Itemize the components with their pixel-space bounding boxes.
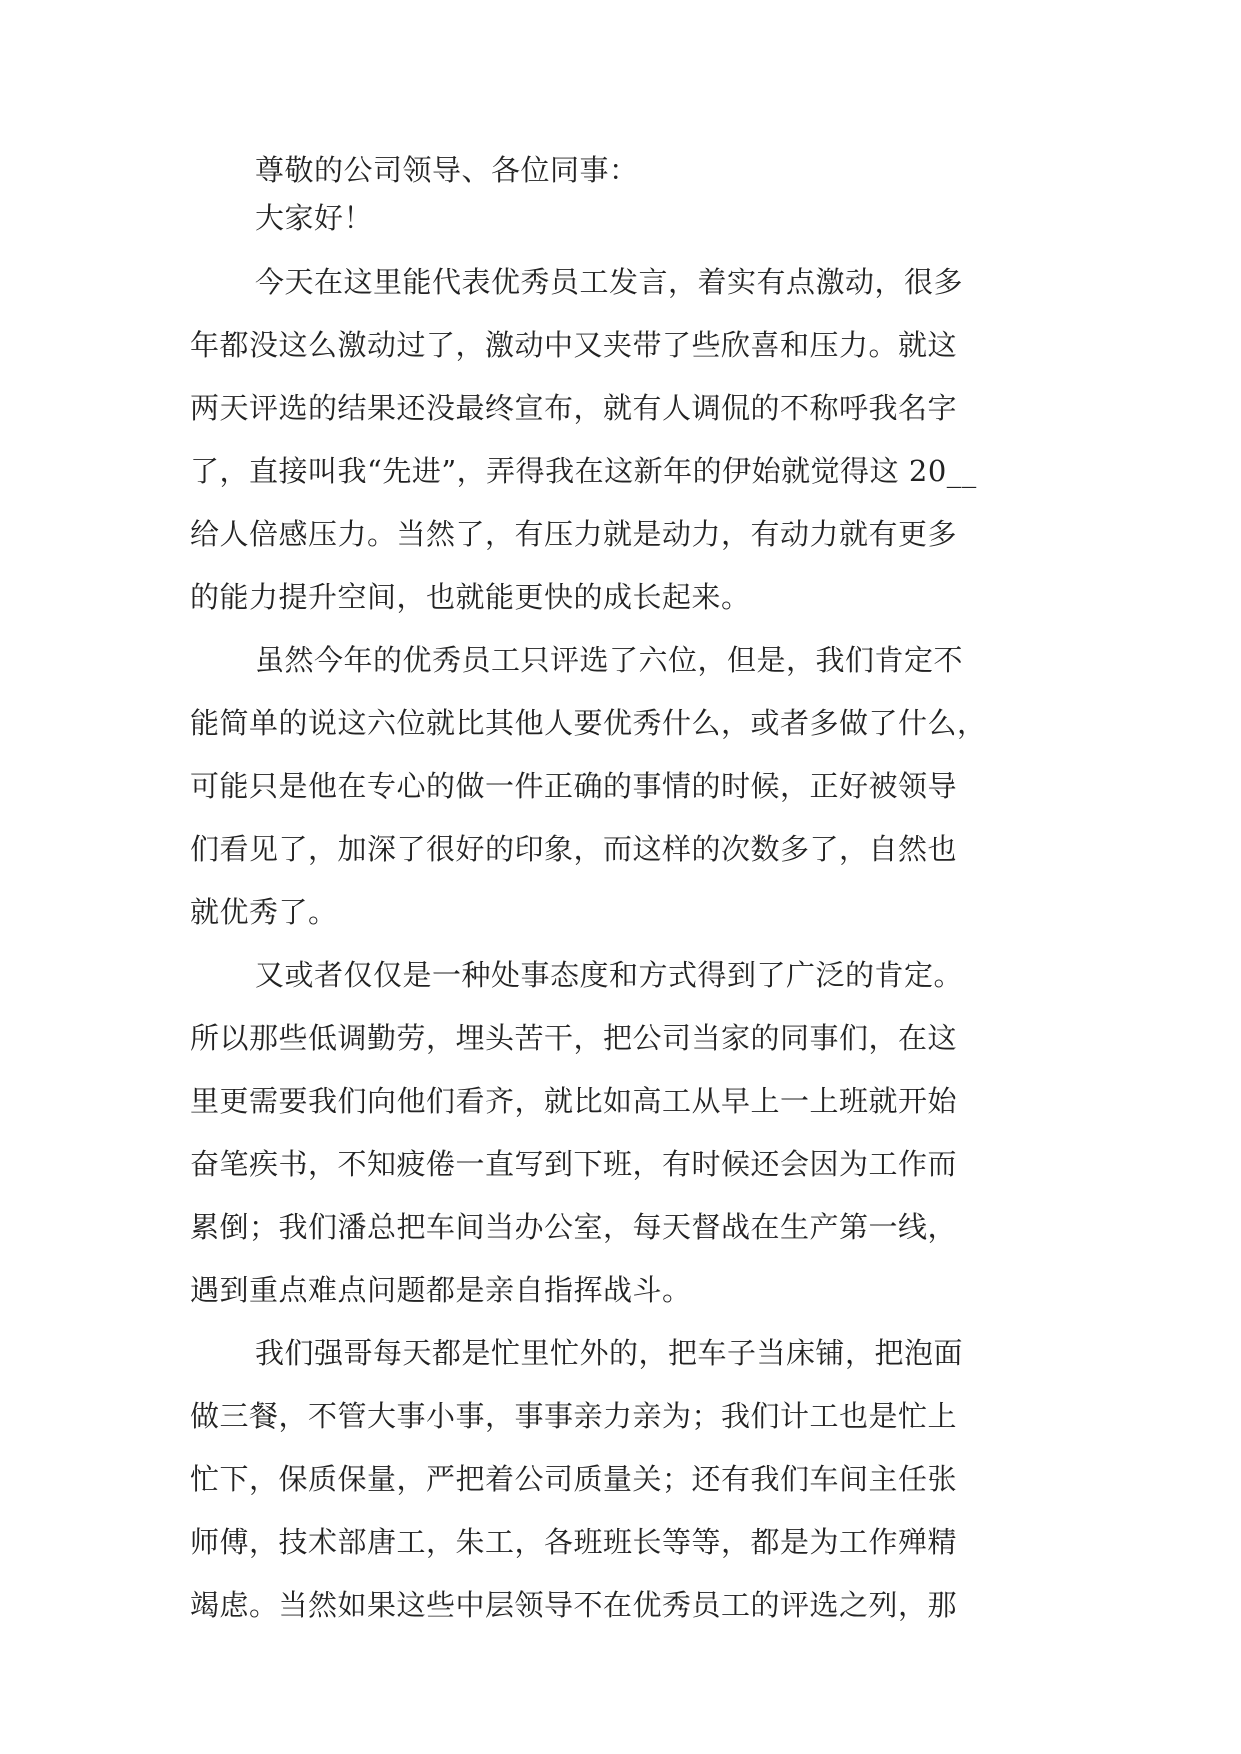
- paragraph-3-line-6: 遇到重点难点问题都是亲自指挥战斗。: [190, 1273, 692, 1307]
- paragraph-4-line-1: 我们强哥每天都是忙里忙外的，把车子当床铺，把泡面: [255, 1336, 964, 1370]
- paragraph-3-line-1: 又或者仅仅是一种处事态度和方式得到了广泛的肯定。: [255, 958, 964, 992]
- paragraph-2-line-3: 可能只是他在专心的做一件正确的事情的时候，正好被领导: [190, 769, 958, 803]
- paragraph-2-line-1: 虽然今年的优秀员工只评选了六位，但是，我们肯定不: [255, 643, 964, 677]
- paragraph-2-line-5: 就优秀了。: [190, 895, 338, 929]
- paragraph-2-line-4: 们看见了，加深了很好的印象，而这样的次数多了，自然也: [190, 832, 958, 866]
- paragraph-4-line-5: 竭虑。当然如果这些中层领导不在优秀员工的评选之列，那: [190, 1588, 958, 1622]
- paragraph-4-line-4: 师傅，技术部唐工，朱工，各班班长等等，都是为工作殚精: [190, 1525, 958, 1559]
- paragraph-1-line-2: 年都没这么激动过了，激动中又夹带了些欣喜和压力。就这: [190, 328, 958, 362]
- paragraph-3-line-4: 奋笔疾书，不知疲倦一直写到下班，有时候还会因为工作而: [190, 1147, 958, 1181]
- paragraph-1-line-6: 的能力提升空间，也就能更快的成长起来。: [190, 580, 751, 614]
- paragraph-3-line-2: 所以那些低调勤劳，埋头苦干，把公司当家的同事们，在这: [190, 1021, 958, 1055]
- paragraph-1-line-4: 了，直接叫我“先进”，弄得我在这新年的伊始就觉得这 20__: [190, 454, 977, 488]
- paragraph-4-line-2: 做三餐，不管大事小事，事事亲力亲为；我们计工也是忙上: [190, 1399, 958, 1433]
- paragraph-2-line-2: 能简单的说这六位就比其他人要优秀什么，或者多做了什么，: [190, 706, 987, 740]
- paragraph-4-line-3: 忙下，保质保量，严把着公司质量关；还有我们车间主任张: [190, 1462, 958, 1496]
- paragraph-1-line-1: 今天在这里能代表优秀员工发言，着实有点激动，很多: [255, 265, 964, 299]
- paragraph-1-line-5: 给人倍感压力。当然了，有压力就是动力，有动力就有更多: [190, 517, 958, 551]
- salutation-line: 尊敬的公司领导、各位同事：: [255, 153, 639, 187]
- paragraph-3-line-5: 累倒；我们潘总把车间当办公室，每天督战在生产第一线，: [190, 1210, 958, 1244]
- greeting-line: 大家好！: [255, 201, 374, 235]
- paragraph-1-line-3: 两天评选的结果还没最终宣布，就有人调侃的不称呼我名字: [190, 391, 958, 425]
- paragraph-3-line-3: 里更需要我们向他们看齐，就比如高工从早上一上班就开始: [190, 1084, 958, 1118]
